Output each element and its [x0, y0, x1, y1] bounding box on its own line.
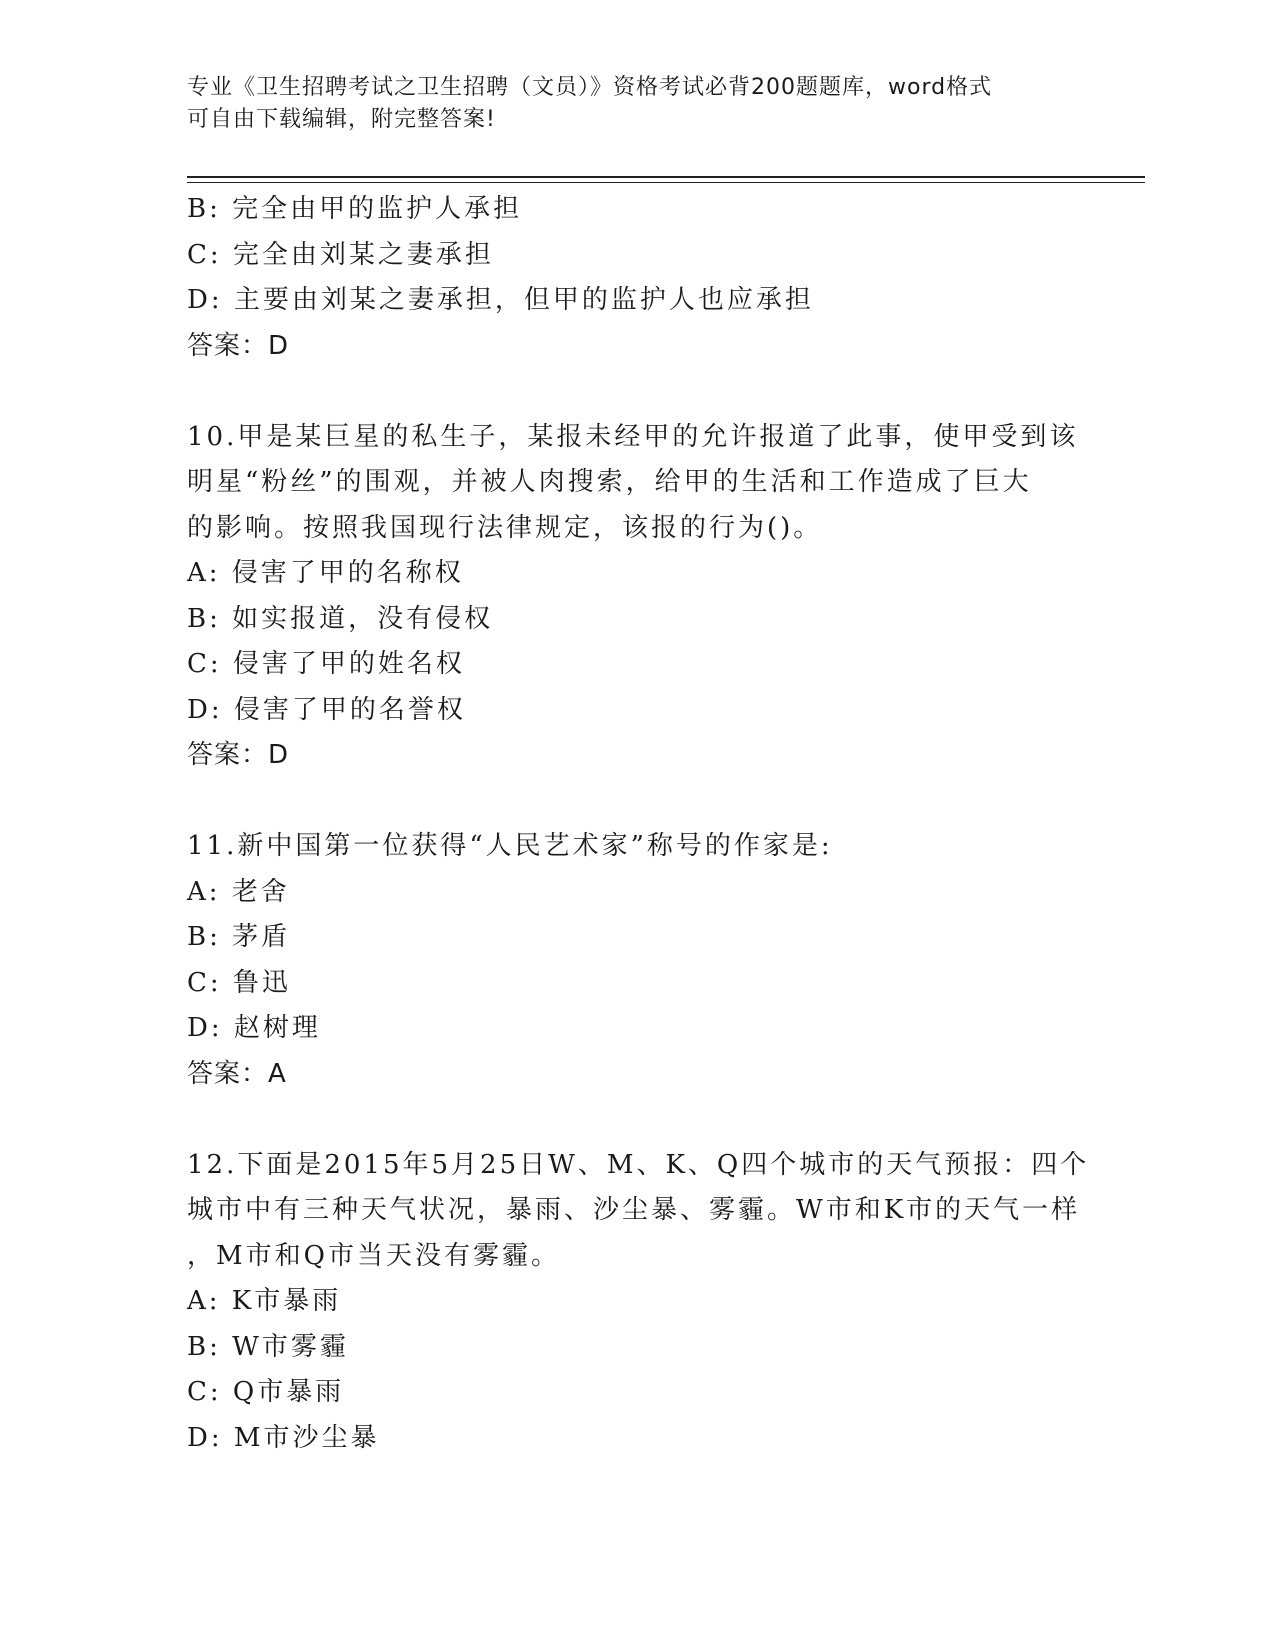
option-d: D: 赵树理 — [187, 1013, 321, 1043]
question-list — [187, 187, 1090, 1461]
option-b: B: W市雾霾 — [187, 1331, 349, 1362]
option-a: A: K市暴雨 — [187, 1286, 342, 1316]
option-a: A: 老舍 — [187, 876, 290, 907]
option-b: B: 完全由甲的监护人承担 — [187, 194, 523, 224]
option-c: C: 侵害了甲的姓名权 — [187, 649, 465, 679]
option-b: B: 茅盾 — [187, 922, 291, 952]
question-11 — [187, 824, 1087, 1097]
question-stem-line: 明星“粉丝”的围观，并被人肉搜索，给甲的生活和工作造成了巨大 — [187, 467, 1032, 497]
question-9 — [187, 187, 1087, 369]
option-b: B: 如实报道，没有侵权 — [187, 603, 494, 634]
question-stem-line: 10.甲是某巨星的私生子，某报未经甲的允许报道了此事，使甲受到该 — [187, 421, 1079, 452]
question-10 — [187, 415, 1087, 779]
question-12 — [187, 1143, 1090, 1462]
answer-line: 答案：D — [187, 330, 290, 361]
option-c: C: 鲁迅 — [187, 967, 291, 998]
question-stem-line: 11.新中国第一位获得“人民艺术家”称号的作家是: — [187, 831, 833, 861]
answer-line: 答案：A — [187, 1058, 287, 1089]
option-d: D: M市沙尘暴 — [187, 1422, 380, 1453]
question-stem-line: 城市中有三种天气状况，暴雨、沙尘暴、雾霾。W市和K市的天气一样 — [187, 1195, 1081, 1225]
option-d: D: 侵害了甲的名誉权 — [187, 694, 466, 725]
spacer — [187, 369, 1087, 415]
spacer — [187, 1097, 1087, 1143]
answer-line: 答案：D — [187, 740, 290, 770]
header-divider-thin — [187, 182, 1145, 183]
option-a: A: 侵害了甲的名称权 — [187, 558, 464, 588]
option-c: C: 完全由刘某之妻承担 — [187, 239, 494, 270]
option-c: C: Q市暴雨 — [187, 1377, 345, 1407]
header-title-line-2: 可自由下载编辑，附完整答案! — [187, 107, 496, 132]
question-stem-line: ，M市和Q市当天没有雾霾。 — [187, 1240, 560, 1271]
header-divider-thick — [187, 176, 1145, 178]
question-stem-line: 的影响。按照我国现行法律规定，该报的行为()。 — [187, 512, 823, 543]
option-d: D: 主要由刘某之妻承担，但甲的监护人也应承担 — [187, 285, 814, 315]
spacer — [187, 779, 1087, 825]
header-title-line-1: 专业《卫生招聘考试之卫生招聘（文员）》资格考试必背200题题库，word格式 — [187, 75, 993, 100]
question-stem-line: 12.下面是2015年5月25日W、M、K、Q四个城市的天气预报：四个 — [187, 1149, 1090, 1180]
page-header — [187, 72, 1087, 136]
